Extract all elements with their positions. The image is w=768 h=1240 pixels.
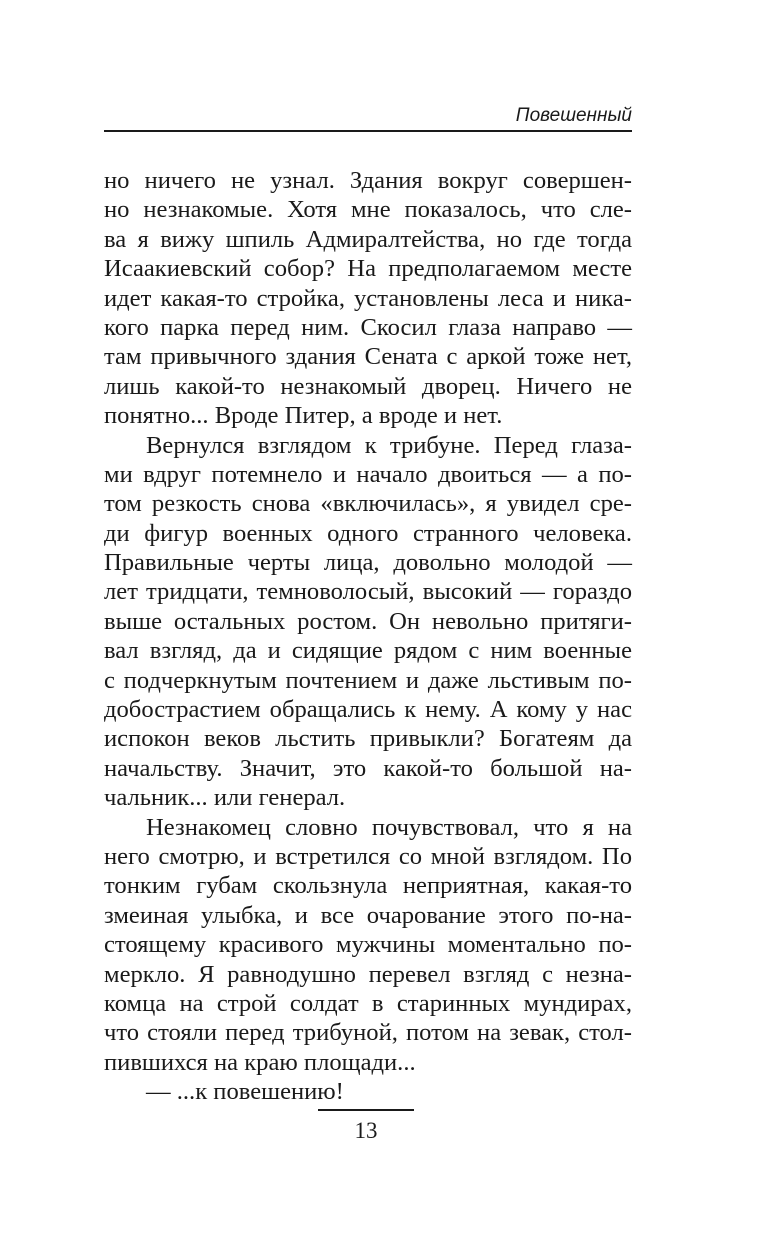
text-line: но ничего не узнал. Здания вокруг совершен- <box>104 167 632 194</box>
text-line: Исаакиевский собор? На предполагаемом месте <box>104 255 632 283</box>
text-line: испокон веков льстить привыкли? Богатеям да <box>104 725 632 753</box>
text-line: кого парка перед ним. Скосил глаза направо — <box>104 313 632 341</box>
text-line: начальству. Значит, это какой-то большой на- <box>104 754 632 782</box>
page-number: 13 <box>354 1118 378 1143</box>
footer-rule <box>318 1109 414 1111</box>
text-line: понятно... Вроде Питер, а вроде и нет. <box>104 402 503 430</box>
text-line: него смотрю, и встретился со мной взглядом. По <box>104 842 632 870</box>
text-line: вал взгляд, да и сидящие рядом с ним военные <box>104 637 632 665</box>
text-line: ва я вижу шпиль Адмиралтейства, но где тогда <box>104 225 632 253</box>
text-line: Вернулся взглядом к трибуне. Перед глаза- <box>146 431 632 459</box>
text-line: тонким губам скользнула неприятная, какая-то <box>104 872 632 900</box>
text-line: — ...к повешению! <box>146 1078 344 1106</box>
text-line: ди фигур военных одного странного человека. <box>104 519 632 547</box>
text-line: но незнакомые. Хотя мне показалось, что сле- <box>104 196 632 224</box>
text-line: лишь какой-то незнакомый дворец. Ничего не <box>104 372 632 400</box>
text-line: комца на строй солдат в старинных мундирах, <box>104 989 632 1017</box>
text-line: лет тридцати, темноволосый, высокий — гораздо <box>104 578 632 606</box>
text-line: змеиная улыбка, и все очарование этого по-на- <box>104 901 632 929</box>
text-line: выше остальных ростом. Он невольно притяги- <box>104 607 632 635</box>
text-line: с подчеркнутым почтением и даже льстивым по- <box>104 666 632 694</box>
text-line: стоящему красивого мужчины моментально по- <box>104 931 632 959</box>
text-line: добострастием обращались к нему. А кому у нас <box>104 696 632 724</box>
text-line: что стояли перед трибуной, потом на зевак, стол- <box>104 1019 632 1047</box>
text-line: пившихся на краю площади... <box>104 1048 416 1076</box>
text-line: идет какая-то стройка, установлены леса и ника- <box>104 284 632 312</box>
text-line: Незнакомец словно почувствовал, что я на <box>146 813 632 841</box>
page-body-text <box>104 166 632 1107</box>
text-line: ми вдруг потемнело и начало двоиться — а по- <box>104 460 632 488</box>
text-line: там привычного здания Сената с аркой тоже нет, <box>104 343 632 371</box>
text-line: чальник... или генерал. <box>104 784 346 812</box>
text-line: меркло. Я равнодушно перевел взгляд с незна- <box>104 960 632 988</box>
text-line: Правильные черты лица, довольно молодой — <box>104 549 632 577</box>
running-header-title: Повешенный <box>515 105 632 126</box>
text-line: том резкость снова «включилась», я увидел сре- <box>104 490 632 518</box>
header-rule <box>104 130 632 132</box>
